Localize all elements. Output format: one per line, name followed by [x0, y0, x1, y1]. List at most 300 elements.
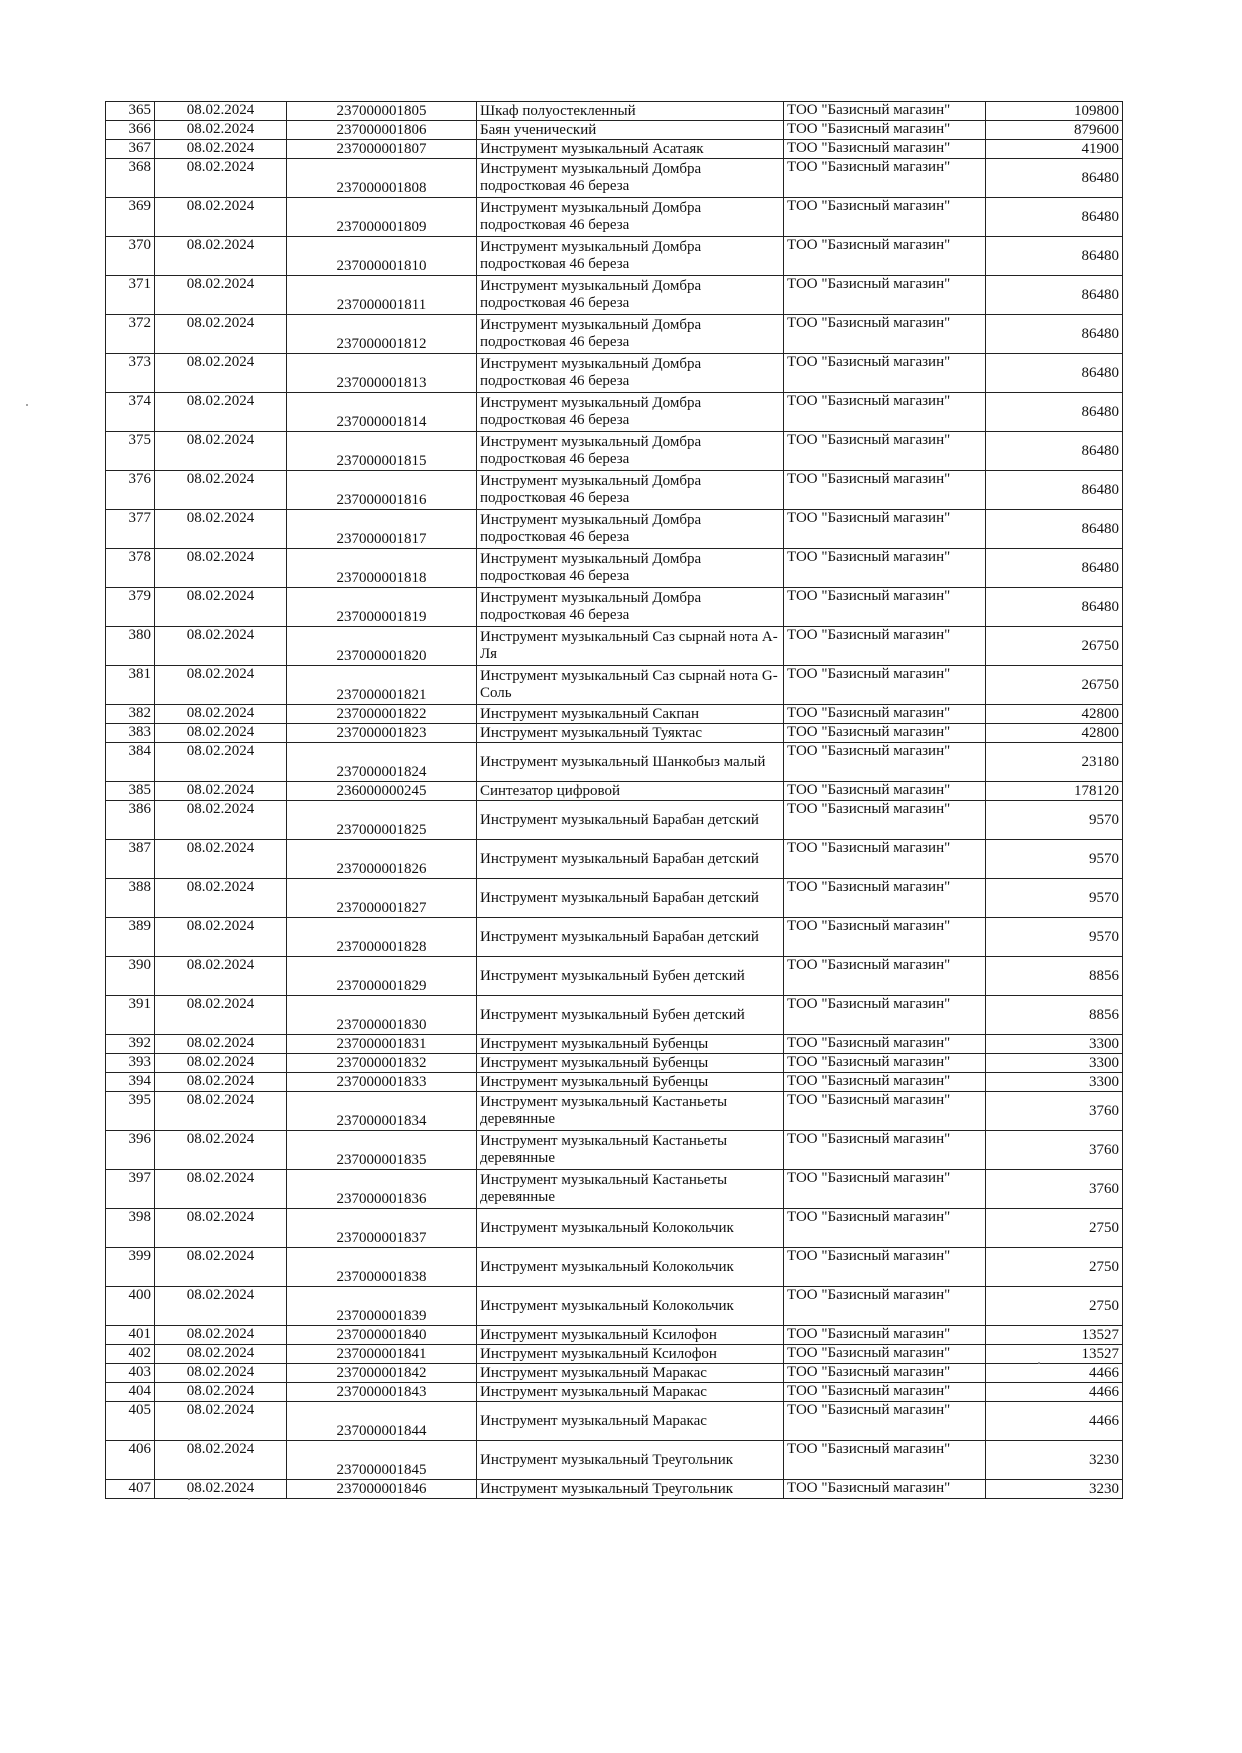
- date-cell: 08.02.2024: [155, 627, 287, 666]
- date-cell: 08.02.2024: [155, 705, 287, 724]
- inventory-code-cell: 237000001806: [287, 121, 477, 140]
- amount-cell: 86480: [986, 588, 1123, 627]
- date-cell: 08.02.2024: [155, 1209, 287, 1248]
- supplier-cell: ТОО "Базисный магазин": [784, 121, 986, 140]
- amount-cell: 26750: [986, 627, 1123, 666]
- inventory-code-cell: 237000001840: [287, 1326, 477, 1345]
- item-name-cell: Инструмент музыкальный Ксилофон: [477, 1326, 784, 1345]
- row-number-cell: 368: [106, 159, 155, 198]
- inventory-code-cell: 237000001823: [287, 724, 477, 743]
- item-name-cell: Инструмент музыкальный Барабан детский: [477, 840, 784, 879]
- table-row: [106, 1209, 1123, 1248]
- row-number-cell: 407: [106, 1480, 155, 1499]
- amount-cell: 86480: [986, 471, 1123, 510]
- table-row: [106, 198, 1123, 237]
- date-cell: 08.02.2024: [155, 102, 287, 121]
- amount-cell: 4466: [986, 1364, 1123, 1383]
- amount-cell: 86480: [986, 237, 1123, 276]
- item-name-cell: Инструмент музыкальный Треугольник: [477, 1441, 784, 1480]
- inventory-code-cell: 237000001822: [287, 705, 477, 724]
- inventory-code-cell: 237000001808: [287, 159, 477, 198]
- supplier-cell: ТОО "Базисный магазин": [784, 1402, 986, 1441]
- table-row: [106, 840, 1123, 879]
- amount-cell: 86480: [986, 159, 1123, 198]
- date-cell: 08.02.2024: [155, 782, 287, 801]
- date-cell: 08.02.2024: [155, 996, 287, 1035]
- row-number-cell: 385: [106, 782, 155, 801]
- amount-cell: 879600: [986, 121, 1123, 140]
- supplier-cell: ТОО "Базисный магазин": [784, 1326, 986, 1345]
- supplier-cell: ТОО "Базисный магазин": [784, 276, 986, 315]
- supplier-cell: ТОО "Базисный магазин": [784, 957, 986, 996]
- date-cell: 08.02.2024: [155, 1131, 287, 1170]
- inventory-code-cell: 237000001809: [287, 198, 477, 237]
- date-cell: 08.02.2024: [155, 1170, 287, 1209]
- row-number-cell: 380: [106, 627, 155, 666]
- supplier-cell: ТОО "Базисный магазин": [784, 471, 986, 510]
- table-row: [106, 140, 1123, 159]
- row-number-cell: 377: [106, 510, 155, 549]
- table-row: [106, 432, 1123, 471]
- row-number-cell: 397: [106, 1170, 155, 1209]
- date-cell: 08.02.2024: [155, 471, 287, 510]
- amount-cell: 86480: [986, 432, 1123, 471]
- row-number-cell: 402: [106, 1345, 155, 1364]
- date-cell: 08.02.2024: [155, 510, 287, 549]
- inventory-code-cell: 237000001805: [287, 102, 477, 121]
- item-name-cell: Синтезатор цифровой: [477, 782, 784, 801]
- supplier-cell: ТОО "Базисный магазин": [784, 393, 986, 432]
- amount-cell: 9570: [986, 801, 1123, 840]
- supplier-cell: ТОО "Базисный магазин": [784, 432, 986, 471]
- inventory-code-cell: 237000001837: [287, 1209, 477, 1248]
- supplier-cell: ТОО "Базисный магазин": [784, 510, 986, 549]
- row-number-cell: 400: [106, 1287, 155, 1326]
- item-name-cell: Инструмент музыкальный Сакпан: [477, 705, 784, 724]
- table-row: [106, 879, 1123, 918]
- item-name-cell: Инструмент музыкальный Саз сырнай нота А-Ля: [477, 627, 784, 666]
- table-row: [106, 102, 1123, 121]
- table-row: [106, 315, 1123, 354]
- table-row: [106, 1035, 1123, 1054]
- table-row: [106, 1287, 1123, 1326]
- amount-cell: 9570: [986, 840, 1123, 879]
- inventory-code-cell: 237000001819: [287, 588, 477, 627]
- table-row: [106, 1345, 1123, 1364]
- inventory-code-cell: 237000001827: [287, 879, 477, 918]
- row-number-cell: 367: [106, 140, 155, 159]
- supplier-cell: ТОО "Базисный магазин": [784, 918, 986, 957]
- inventory-code-cell: 237000001816: [287, 471, 477, 510]
- inventory-code-cell: 237000001841: [287, 1345, 477, 1364]
- item-name-cell: Инструмент музыкальный Домбра подростковая 46 береза: [477, 393, 784, 432]
- supplier-cell: ТОО "Базисный магазин": [784, 666, 986, 705]
- item-name-cell: Инструмент музыкальный Домбра подростковая 46 береза: [477, 471, 784, 510]
- supplier-cell: ТОО "Базисный магазин": [784, 1248, 986, 1287]
- inventory-code-cell: 237000001817: [287, 510, 477, 549]
- row-number-cell: 381: [106, 666, 155, 705]
- asset-registry-body: [106, 102, 1123, 1499]
- inventory-code-cell: 237000001835: [287, 1131, 477, 1170]
- amount-cell: 86480: [986, 198, 1123, 237]
- table-row: [106, 705, 1123, 724]
- table-row: [106, 393, 1123, 432]
- supplier-cell: ТОО "Базисный магазин": [784, 102, 986, 121]
- row-number-cell: 373: [106, 354, 155, 393]
- supplier-cell: ТОО "Базисный магазин": [784, 743, 986, 782]
- table-row: [106, 1248, 1123, 1287]
- supplier-cell: ТОО "Базисный магазин": [784, 1441, 986, 1480]
- supplier-cell: ТОО "Базисный магазин": [784, 1035, 986, 1054]
- inventory-code-cell: 236000000245: [287, 782, 477, 801]
- supplier-cell: ТОО "Базисный магазин": [784, 1092, 986, 1131]
- item-name-cell: Инструмент музыкальный Бубенцы: [477, 1054, 784, 1073]
- row-number-cell: 372: [106, 315, 155, 354]
- row-number-cell: 387: [106, 840, 155, 879]
- date-cell: 08.02.2024: [155, 354, 287, 393]
- supplier-cell: ТОО "Базисный магазин": [784, 879, 986, 918]
- table-row: [106, 1441, 1123, 1480]
- date-cell: 08.02.2024: [155, 879, 287, 918]
- amount-cell: 41900: [986, 140, 1123, 159]
- inventory-code-cell: 237000001812: [287, 315, 477, 354]
- row-number-cell: 391: [106, 996, 155, 1035]
- inventory-code-cell: 237000001833: [287, 1073, 477, 1092]
- date-cell: 08.02.2024: [155, 666, 287, 705]
- item-name-cell: Инструмент музыкальный Бубенцы: [477, 1035, 784, 1054]
- row-number-cell: 365: [106, 102, 155, 121]
- inventory-code-cell: 237000001824: [287, 743, 477, 782]
- row-number-cell: 399: [106, 1248, 155, 1287]
- supplier-cell: ТОО "Базисный магазин": [784, 840, 986, 879]
- date-cell: 08.02.2024: [155, 1383, 287, 1402]
- inventory-code-cell: 237000001821: [287, 666, 477, 705]
- table-row: [106, 1480, 1123, 1499]
- date-cell: 08.02.2024: [155, 743, 287, 782]
- scan-speck: [188, 1498, 190, 1500]
- amount-cell: 13527: [986, 1345, 1123, 1364]
- date-cell: 08.02.2024: [155, 1073, 287, 1092]
- table-row: [106, 588, 1123, 627]
- scan-speck: [1038, 1362, 1040, 1364]
- item-name-cell: Инструмент музыкальный Бубенцы: [477, 1073, 784, 1092]
- table-row: [106, 801, 1123, 840]
- amount-cell: 3230: [986, 1441, 1123, 1480]
- item-name-cell: Инструмент музыкальный Барабан детский: [477, 801, 784, 840]
- date-cell: 08.02.2024: [155, 1287, 287, 1326]
- row-number-cell: 396: [106, 1131, 155, 1170]
- row-number-cell: 388: [106, 879, 155, 918]
- date-cell: 08.02.2024: [155, 140, 287, 159]
- supplier-cell: ТОО "Базисный магазин": [784, 140, 986, 159]
- date-cell: 08.02.2024: [155, 1248, 287, 1287]
- item-name-cell: Инструмент музыкальный Бубен детский: [477, 957, 784, 996]
- item-name-cell: Инструмент музыкальный Домбра подростковая 46 береза: [477, 159, 784, 198]
- row-number-cell: 393: [106, 1054, 155, 1073]
- item-name-cell: Инструмент музыкальный Колокольчик: [477, 1248, 784, 1287]
- table-row: [106, 666, 1123, 705]
- row-number-cell: 375: [106, 432, 155, 471]
- amount-cell: 8856: [986, 957, 1123, 996]
- row-number-cell: 382: [106, 705, 155, 724]
- table-row: [106, 1170, 1123, 1209]
- date-cell: 08.02.2024: [155, 159, 287, 198]
- amount-cell: 86480: [986, 393, 1123, 432]
- amount-cell: 86480: [986, 549, 1123, 588]
- table-row: [106, 743, 1123, 782]
- inventory-code-cell: 237000001815: [287, 432, 477, 471]
- asset-registry-table: [105, 101, 1123, 1499]
- amount-cell: 3230: [986, 1480, 1123, 1499]
- row-number-cell: 383: [106, 724, 155, 743]
- amount-cell: 2750: [986, 1287, 1123, 1326]
- supplier-cell: ТОО "Базисный магазин": [784, 801, 986, 840]
- amount-cell: 3300: [986, 1073, 1123, 1092]
- supplier-cell: ТОО "Базисный магазин": [784, 549, 986, 588]
- date-cell: 08.02.2024: [155, 918, 287, 957]
- date-cell: 08.02.2024: [155, 237, 287, 276]
- amount-cell: 42800: [986, 724, 1123, 743]
- table-row: [106, 996, 1123, 1035]
- inventory-code-cell: 237000001834: [287, 1092, 477, 1131]
- amount-cell: 26750: [986, 666, 1123, 705]
- amount-cell: 109800: [986, 102, 1123, 121]
- date-cell: 08.02.2024: [155, 1054, 287, 1073]
- amount-cell: 3760: [986, 1131, 1123, 1170]
- table-row: [106, 1054, 1123, 1073]
- row-number-cell: 369: [106, 198, 155, 237]
- row-number-cell: 398: [106, 1209, 155, 1248]
- row-number-cell: 405: [106, 1402, 155, 1441]
- inventory-code-cell: 237000001813: [287, 354, 477, 393]
- supplier-cell: ТОО "Базисный магазин": [784, 724, 986, 743]
- amount-cell: 13527: [986, 1326, 1123, 1345]
- date-cell: 08.02.2024: [155, 315, 287, 354]
- date-cell: 08.02.2024: [155, 1035, 287, 1054]
- amount-cell: 3300: [986, 1054, 1123, 1073]
- item-name-cell: Инструмент музыкальный Домбра подростковая 46 береза: [477, 315, 784, 354]
- item-name-cell: Инструмент музыкальный Барабан детский: [477, 879, 784, 918]
- item-name-cell: Инструмент музыкальный Ксилофон: [477, 1345, 784, 1364]
- item-name-cell: Инструмент музыкальный Домбра подростковая 46 береза: [477, 549, 784, 588]
- supplier-cell: ТОО "Базисный магазин": [784, 627, 986, 666]
- item-name-cell: Инструмент музыкальный Колокольчик: [477, 1287, 784, 1326]
- date-cell: 08.02.2024: [155, 1345, 287, 1364]
- inventory-code-cell: 237000001831: [287, 1035, 477, 1054]
- table-row: [106, 627, 1123, 666]
- amount-cell: 42800: [986, 705, 1123, 724]
- table-row: [106, 276, 1123, 315]
- supplier-cell: ТОО "Базисный магазин": [784, 1287, 986, 1326]
- date-cell: 08.02.2024: [155, 1326, 287, 1345]
- row-number-cell: 389: [106, 918, 155, 957]
- amount-cell: 86480: [986, 276, 1123, 315]
- amount-cell: 3760: [986, 1092, 1123, 1131]
- inventory-code-cell: 237000001838: [287, 1248, 477, 1287]
- item-name-cell: Инструмент музыкальный Домбра подростковая 46 береза: [477, 588, 784, 627]
- supplier-cell: ТОО "Базисный магазин": [784, 1131, 986, 1170]
- date-cell: 08.02.2024: [155, 957, 287, 996]
- item-name-cell: Инструмент музыкальный Туяктас: [477, 724, 784, 743]
- date-cell: 08.02.2024: [155, 1441, 287, 1480]
- inventory-code-cell: 237000001843: [287, 1383, 477, 1402]
- supplier-cell: ТОО "Базисный магазин": [784, 1170, 986, 1209]
- date-cell: 08.02.2024: [155, 1402, 287, 1441]
- inventory-code-cell: 237000001807: [287, 140, 477, 159]
- row-number-cell: 404: [106, 1383, 155, 1402]
- row-number-cell: 376: [106, 471, 155, 510]
- table-row: [106, 471, 1123, 510]
- table-row: [106, 724, 1123, 743]
- amount-cell: 4466: [986, 1383, 1123, 1402]
- amount-cell: 86480: [986, 510, 1123, 549]
- row-number-cell: 384: [106, 743, 155, 782]
- inventory-code-cell: 237000001846: [287, 1480, 477, 1499]
- item-name-cell: Инструмент музыкальный Домбра подростковая 46 береза: [477, 276, 784, 315]
- date-cell: 08.02.2024: [155, 801, 287, 840]
- amount-cell: 2750: [986, 1248, 1123, 1287]
- item-name-cell: Инструмент музыкальный Маракас: [477, 1383, 784, 1402]
- inventory-code-cell: 237000001825: [287, 801, 477, 840]
- table-row: [106, 918, 1123, 957]
- inventory-code-cell: 237000001844: [287, 1402, 477, 1441]
- supplier-cell: ТОО "Базисный магазин": [784, 1209, 986, 1248]
- item-name-cell: Инструмент музыкальный Бубен детский: [477, 996, 784, 1035]
- supplier-cell: ТОО "Базисный магазин": [784, 996, 986, 1035]
- date-cell: 08.02.2024: [155, 121, 287, 140]
- item-name-cell: Инструмент музыкальный Кастаньеты деревянные: [477, 1170, 784, 1209]
- row-number-cell: 379: [106, 588, 155, 627]
- item-name-cell: Инструмент музыкальный Домбра подростковая 46 береза: [477, 198, 784, 237]
- date-cell: 08.02.2024: [155, 1480, 287, 1499]
- row-number-cell: 378: [106, 549, 155, 588]
- amount-cell: 2750: [986, 1209, 1123, 1248]
- supplier-cell: ТОО "Базисный магазин": [784, 315, 986, 354]
- scan-speck: [26, 404, 28, 406]
- table-row: [106, 1131, 1123, 1170]
- inventory-code-cell: 237000001839: [287, 1287, 477, 1326]
- amount-cell: 4466: [986, 1402, 1123, 1441]
- table-row: [106, 510, 1123, 549]
- row-number-cell: 390: [106, 957, 155, 996]
- amount-cell: 3300: [986, 1035, 1123, 1054]
- table-row: [106, 782, 1123, 801]
- supplier-cell: ТОО "Базисный магазин": [784, 1073, 986, 1092]
- inventory-code-cell: 237000001820: [287, 627, 477, 666]
- inventory-code-cell: 237000001832: [287, 1054, 477, 1073]
- inventory-code-cell: 237000001845: [287, 1441, 477, 1480]
- supplier-cell: ТОО "Базисный магазин": [784, 588, 986, 627]
- registry-sheet: [105, 101, 1122, 1499]
- item-name-cell: Инструмент музыкальный Саз сырнай нота G-Соль: [477, 666, 784, 705]
- date-cell: 08.02.2024: [155, 724, 287, 743]
- supplier-cell: ТОО "Базисный магазин": [784, 1383, 986, 1402]
- item-name-cell: Инструмент музыкальный Шанкобыз малый: [477, 743, 784, 782]
- supplier-cell: ТОО "Базисный магазин": [784, 1345, 986, 1364]
- amount-cell: 9570: [986, 918, 1123, 957]
- inventory-code-cell: 237000001842: [287, 1364, 477, 1383]
- inventory-code-cell: 237000001828: [287, 918, 477, 957]
- inventory-code-cell: 237000001829: [287, 957, 477, 996]
- table-row: [106, 354, 1123, 393]
- amount-cell: 86480: [986, 354, 1123, 393]
- date-cell: 08.02.2024: [155, 549, 287, 588]
- inventory-code-cell: 237000001810: [287, 237, 477, 276]
- amount-cell: 9570: [986, 879, 1123, 918]
- item-name-cell: Инструмент музыкальный Домбра подростковая 46 береза: [477, 510, 784, 549]
- table-row: [106, 549, 1123, 588]
- row-number-cell: 401: [106, 1326, 155, 1345]
- row-number-cell: 366: [106, 121, 155, 140]
- item-name-cell: Инструмент музыкальный Асатаяк: [477, 140, 784, 159]
- item-name-cell: Инструмент музыкальный Колокольчик: [477, 1209, 784, 1248]
- date-cell: 08.02.2024: [155, 588, 287, 627]
- supplier-cell: ТОО "Базисный магазин": [784, 1480, 986, 1499]
- row-number-cell: 374: [106, 393, 155, 432]
- amount-cell: 178120: [986, 782, 1123, 801]
- item-name-cell: Инструмент музыкальный Барабан детский: [477, 918, 784, 957]
- item-name-cell: Инструмент музыкальный Домбра подростковая 46 береза: [477, 237, 784, 276]
- row-number-cell: 406: [106, 1441, 155, 1480]
- date-cell: 08.02.2024: [155, 1092, 287, 1131]
- supplier-cell: ТОО "Базисный магазин": [784, 159, 986, 198]
- item-name-cell: Инструмент музыкальный Треугольник: [477, 1480, 784, 1499]
- inventory-code-cell: 237000001818: [287, 549, 477, 588]
- inventory-code-cell: 237000001830: [287, 996, 477, 1035]
- amount-cell: 23180: [986, 743, 1123, 782]
- date-cell: 08.02.2024: [155, 432, 287, 471]
- date-cell: 08.02.2024: [155, 276, 287, 315]
- table-row: [106, 1073, 1123, 1092]
- inventory-code-cell: 237000001811: [287, 276, 477, 315]
- table-row: [106, 1383, 1123, 1402]
- table-row: [106, 237, 1123, 276]
- item-name-cell: Инструмент музыкальный Домбра подростковая 46 береза: [477, 432, 784, 471]
- row-number-cell: 395: [106, 1092, 155, 1131]
- row-number-cell: 371: [106, 276, 155, 315]
- inventory-code-cell: 237000001836: [287, 1170, 477, 1209]
- item-name-cell: Баян ученический: [477, 121, 784, 140]
- date-cell: 08.02.2024: [155, 840, 287, 879]
- row-number-cell: 394: [106, 1073, 155, 1092]
- table-row: [106, 1326, 1123, 1345]
- supplier-cell: ТОО "Базисный магазин": [784, 198, 986, 237]
- amount-cell: 86480: [986, 315, 1123, 354]
- item-name-cell: Инструмент музыкальный Маракас: [477, 1364, 784, 1383]
- table-row: [106, 957, 1123, 996]
- table-row: [106, 121, 1123, 140]
- inventory-code-cell: 237000001814: [287, 393, 477, 432]
- row-number-cell: 386: [106, 801, 155, 840]
- row-number-cell: 403: [106, 1364, 155, 1383]
- supplier-cell: ТОО "Базисный магазин": [784, 1364, 986, 1383]
- item-name-cell: Инструмент музыкальный Маракас: [477, 1402, 784, 1441]
- supplier-cell: ТОО "Базисный магазин": [784, 705, 986, 724]
- table-row: [106, 1092, 1123, 1131]
- table-row: [106, 159, 1123, 198]
- date-cell: 08.02.2024: [155, 393, 287, 432]
- date-cell: 08.02.2024: [155, 198, 287, 237]
- amount-cell: 3760: [986, 1170, 1123, 1209]
- supplier-cell: ТОО "Базисный магазин": [784, 354, 986, 393]
- row-number-cell: 392: [106, 1035, 155, 1054]
- item-name-cell: Инструмент музыкальный Домбра подростковая 46 береза: [477, 354, 784, 393]
- supplier-cell: ТОО "Базисный магазин": [784, 782, 986, 801]
- table-row: [106, 1402, 1123, 1441]
- item-name-cell: Инструмент музыкальный Кастаньеты деревянные: [477, 1131, 784, 1170]
- date-cell: 08.02.2024: [155, 1364, 287, 1383]
- supplier-cell: ТОО "Базисный магазин": [784, 1054, 986, 1073]
